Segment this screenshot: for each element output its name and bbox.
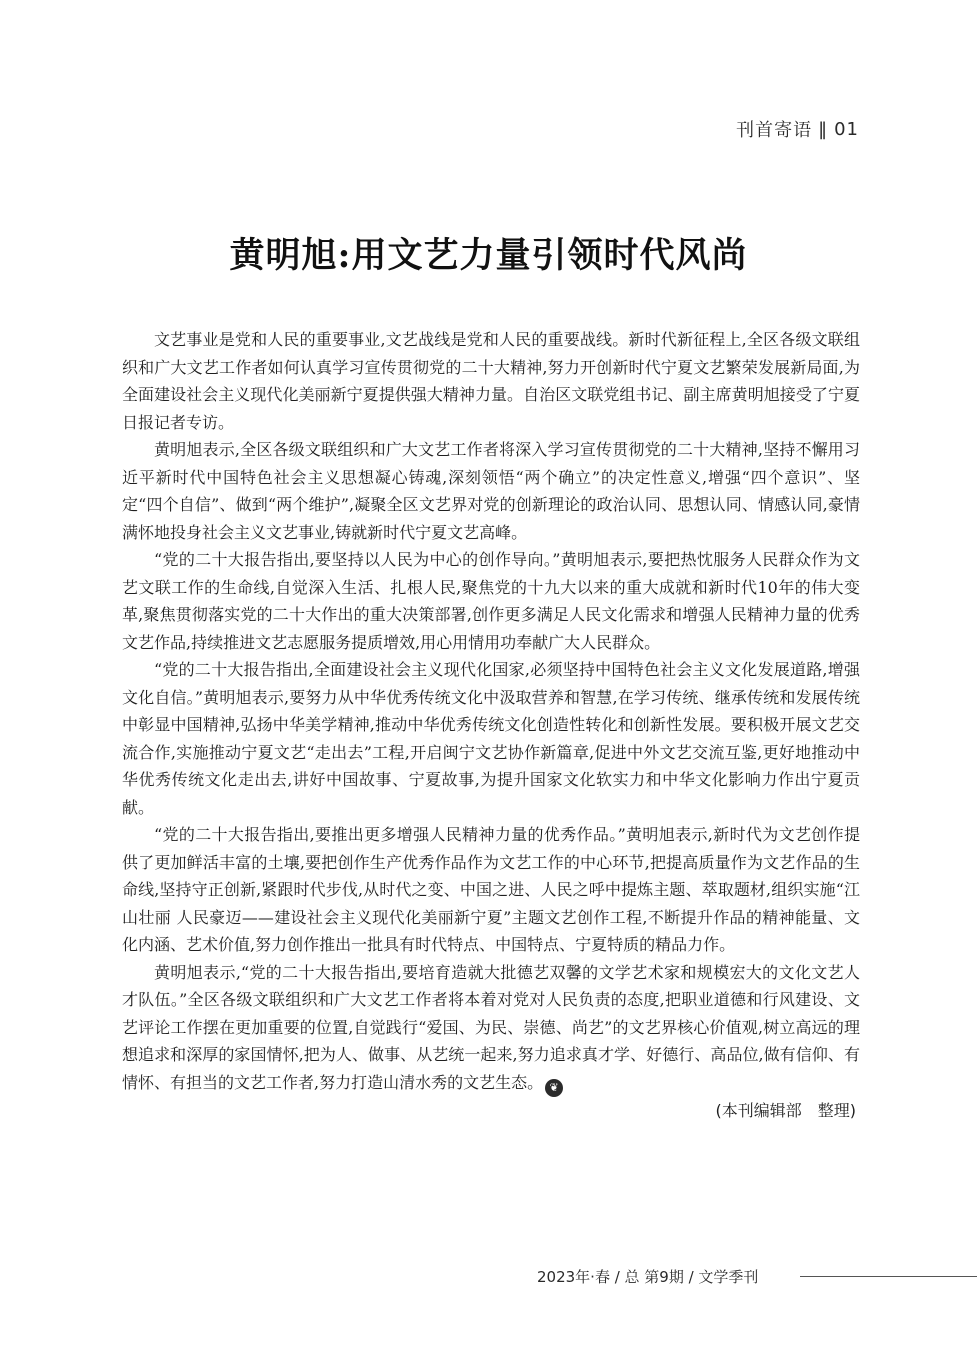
page-number: 01	[834, 118, 859, 140]
paragraph-2: 黄明旭表示,全区各级文联组织和广大文艺工作者将深入学习宣传贯彻党的二十大精神,坚持不懈用习近平新时代中国特色社会主义思想凝心铸魂,深刻领悟“两个确立”的决定性意义,增强“四个意识”、坚定“四个自信”、做到“两个维护”,凝聚全区文艺界对党的创新理论的政治认同、思想认同、情感认同,豪情满怀地投身社会主义文艺事业,铸就新时代宁夏文艺高峰。	[122, 440, 860, 542]
paragraph-1: 文艺事业是党和人民的重要事业,文艺战线是党和人民的重要战线。新时代新征程上,全区各级文联组织和广大文艺工作者如何认真学习宣传贯彻党的二十大精神,努力开创新时代宁夏文艺繁荣发展新局面,为全面建设社会主义现代化美丽新宁夏提供强大精神力量。自治区文联党组书记、副主席黄明旭接受了宁夏日报记者专访。	[122, 330, 860, 432]
paragraph-5: “党的二十大报告指出,要推出更多增强人民精神力量的优秀作品。”黄明旭表示,新时代为文艺创作提供了更加鲜活丰富的土壤,要把创作生产优秀作品作为文艺工作的中心环节,把提高质量作为文艺作品的生命线,坚持守正创新,紧跟时代步伐,从时代之变、中国之进、人民之呼中提炼主题、萃取题材,组织实施“江山壮丽 人民豪迈——建设社会主义现代化美丽新宁夏”主题文艺创作工程,不断提升作品的精神能量、文化内涵、艺术价值,努力创作推出一批具有时代特点、中国特点、宁夏特质的精品力作。	[122, 825, 860, 954]
article-body	[122, 326, 860, 1124]
leaf-end-mark-icon: ❦	[545, 1079, 563, 1097]
article-title: 黄明旭:用文艺力量引领时代风尚	[229, 235, 748, 276]
paragraph-6-text: 黄明旭表示,“党的二十大报告指出,要培育造就大批德艺双馨的文学艺术家和规模宏大的文化文艺人才队伍。”全区各级文联组织和广大文艺工作者将本着对党对人民负责的态度,把职业道德和行风建设、文艺评论工作摆在更加重要的位置,自觉践行“爱国、为民、崇德、尚艺”的文艺界核心价值观,树立高远的理想追求和深厚的家国情怀,把为人、做事、从艺统一起来,努力追求真才学、好德行、高品位,做有信仰、有情怀、有担当的文艺工作者,努力打造山清水秀的文艺生态。	[122, 962, 860, 1092]
paragraph-3: “党的二十大报告指出,要坚持以人民为中心的创作导向。”黄明旭表示,要把热忱服务人民群众作为文艺文联工作的生命线,自觉深入生活、扎根人民,聚焦党的十九大以来的重大成就和新时代10年的伟大变革,聚焦贯彻落实党的二十大作出的重大决策部署,创作更多满足人民文化需求和增强人民精神力量的优秀文艺作品,持续推进文艺志愿服务提质增效,用心用情用功奉献广大人民群众。	[122, 550, 860, 652]
paragraph-4: “党的二十大报告指出,全面建设社会主义现代化国家,必须坚持中国特色社会主义文化发展道路,增强文化自信。”黄明旭表示,要努力从中华优秀传统文化中汲取营养和智慧,在学习传统、继承传统和发展传统中彰显中国精神,弘扬中华美学精神,推动中华优秀传统文化创造性转化和创新性发展。要积极开展文艺交流合作,实施推动宁夏文艺“走出去”工程,开启闽宁文艺协作新篇章,促进中外文艺交流互鉴,更好地推动中华优秀传统文化走出去,讲好中国故事、宁夏故事,为提升国家文化软实力和中华文化影响力作出宁夏贡献。	[122, 660, 860, 817]
paragraph-6	[122, 959, 860, 1097]
running-header	[736, 116, 859, 142]
issue-footer: 2023年·春 / 总 第9期 / 文学季刊	[537, 1268, 759, 1286]
editor-credit: (本刊编辑部 整理)	[715, 1100, 856, 1120]
footer-rule	[800, 1276, 977, 1277]
section-name: 刊首寄语	[736, 120, 813, 141]
header-separator: ‖	[818, 118, 829, 140]
